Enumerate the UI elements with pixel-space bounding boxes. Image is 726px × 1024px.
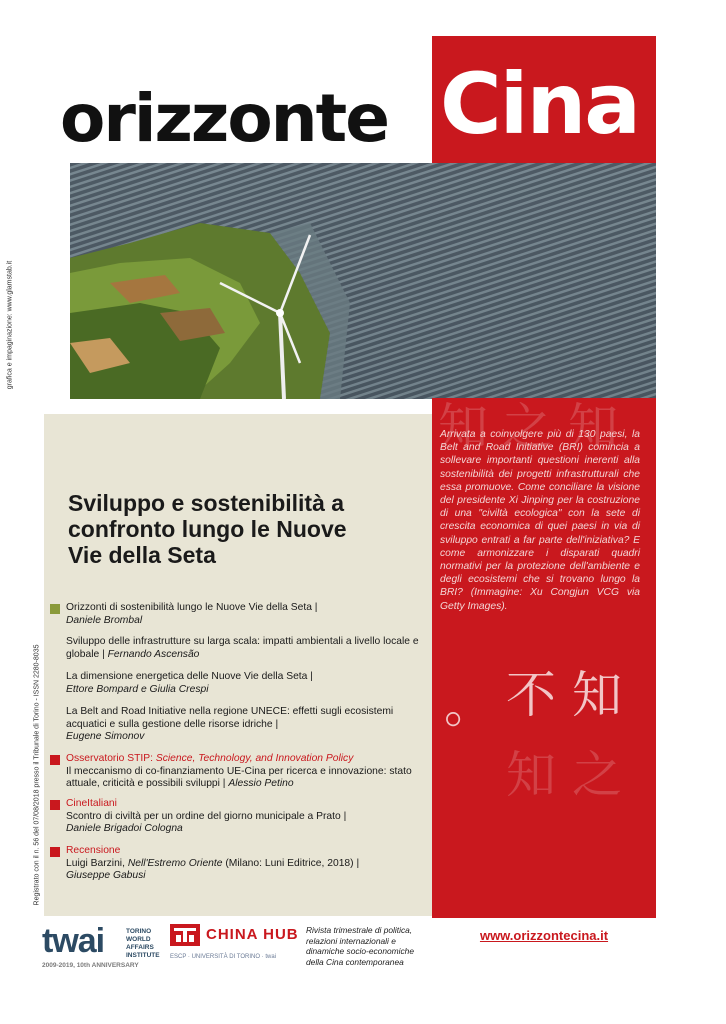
section-title: Il meccanismo di co-finanziamento UE-Cina per ricerca e innovazione: stato attuale, criticità e possibili sviluppi | [66,765,412,789]
section-label-italic: Science, Technology, and Innovation Policy [155,753,354,764]
registration-text: Registrato con il n. 56 del 07/08/2018 presso il Tribunale di Torino - ISSN 2280-8035 [33,644,41,906]
photo-credit-text: grafica e impaginazione: www.glamstab.it [6,260,14,390]
section-recensione [66,845,426,883]
masthead-orizzonte: orizzonte [60,80,388,157]
chinese-char: 知 [572,666,622,724]
twai-anniversary: 2009-2019, 10th ANNIVERSARY [42,962,139,969]
section-title: Scontro di civiltà per un ordine del giorno municipale a Prato | [66,810,347,822]
twai-logo-name: TORINO WORLD AFFAIRS INSTITUTE [126,928,160,959]
toc-item-author: Ettore Bompard e Giulia Crespi [66,683,209,695]
china-hub-name: CHINA HUB [206,926,299,943]
cover-headline: Sviluppo e sostenibilità a confronto lungo le Nuove Vie della Seta [68,490,347,568]
section-author: Alessio Petino [228,778,294,789]
registration-note [30,640,44,910]
twai-logo-mark: twai [42,922,105,960]
china-hub-logo [170,924,300,948]
chinese-char: 之 [572,746,622,804]
section-author: Giuseppe Gabusi [66,870,146,881]
chinese-char: 知 [438,398,488,456]
section-bullet [50,755,60,765]
china-hub-icon [170,924,200,946]
chinese-dot: 。 [444,676,494,734]
section-label: Recensione [66,845,121,856]
review-publisher: (Milano: Luni Editrice, 2018) | [225,857,360,869]
toc-bullet [50,604,60,614]
review-book-title: Nell'Estremo Oriente [127,857,223,869]
cover-photo-illustration [70,163,656,399]
toc-item [66,671,426,696]
journal-description: Rivista trimestrale di politica, relazioni internazionali e dinamiche socio-economiche della Cina contemporanea [306,925,414,967]
chinese-char: 知 [506,746,556,804]
section-author: Daniele Brigadoi Cologna [66,823,183,834]
section-bullet [50,800,60,810]
section-title [66,858,426,871]
section-stip [66,753,426,791]
toc-item [66,636,426,661]
cover-blurb: Arrivata a coinvolgere più di 130 paesi, la Belt and Road Initiative (BRI) comincia a sollevare importanti questioni inerenti alla sostenibilità dei progetti infrastrutturali che essa promuove. Come conciliare la visione del presidente Xi Jinping per la costruzione di una "civiltà ecologica" con la sete di crescita economica di quei paesi in via di sviluppo entrati a far parte dell'iniziativa? E come armonizzare i disparati quadri normativi per la protezione dell'ambiente e degli ecosistemi che si trovano lungo la BRI? (Immagine: Xu Congjun VCG via Getty Images). [440,429,640,612]
toc-item-title: La dimensione energetica delle Nuove Vie della Seta | [66,671,313,682]
photo-credit [0,255,20,395]
toc-item-author: Fernando Ascensão [107,648,200,660]
toc-item [66,602,426,627]
chinese-char: 之 [502,398,552,456]
toc-item-author: Eugene Simonov [66,731,145,742]
toc-item-author: Daniele Brombal [66,614,143,626]
chinese-char: 不 [506,666,556,724]
partner-logos: ESCP · UNIVERSITÀ DI TORINO · twai [170,954,277,960]
toc-item-title: Orizzonti di sostenibilità lungo le Nuove Vie della Seta | [66,602,318,613]
section-bullet [50,847,60,857]
toc-item-title: La Belt and Road Initiative nella regione UNECE: effetti sugli ecosistemi acquatici e sulla gestione delle risorse idriche | [66,706,394,730]
website-link[interactable]: www.orizzontecina.it [479,928,609,943]
toc-item [66,706,426,744]
chinese-char: 知 [568,398,618,456]
section-label-text: Osservatorio STIP: [66,753,153,764]
toc-item-title: Sviluppo delle infrastrutture su larga scala: impatti ambientali a livello locale e globale | [66,636,419,660]
section-cineitaliani [66,798,426,836]
section-label [66,753,426,766]
review-author: Luigi Barzini, [66,857,125,869]
section-label: CineItaliani [66,798,117,809]
masthead-cina: Cina [440,55,639,153]
cover-photo [70,163,656,399]
